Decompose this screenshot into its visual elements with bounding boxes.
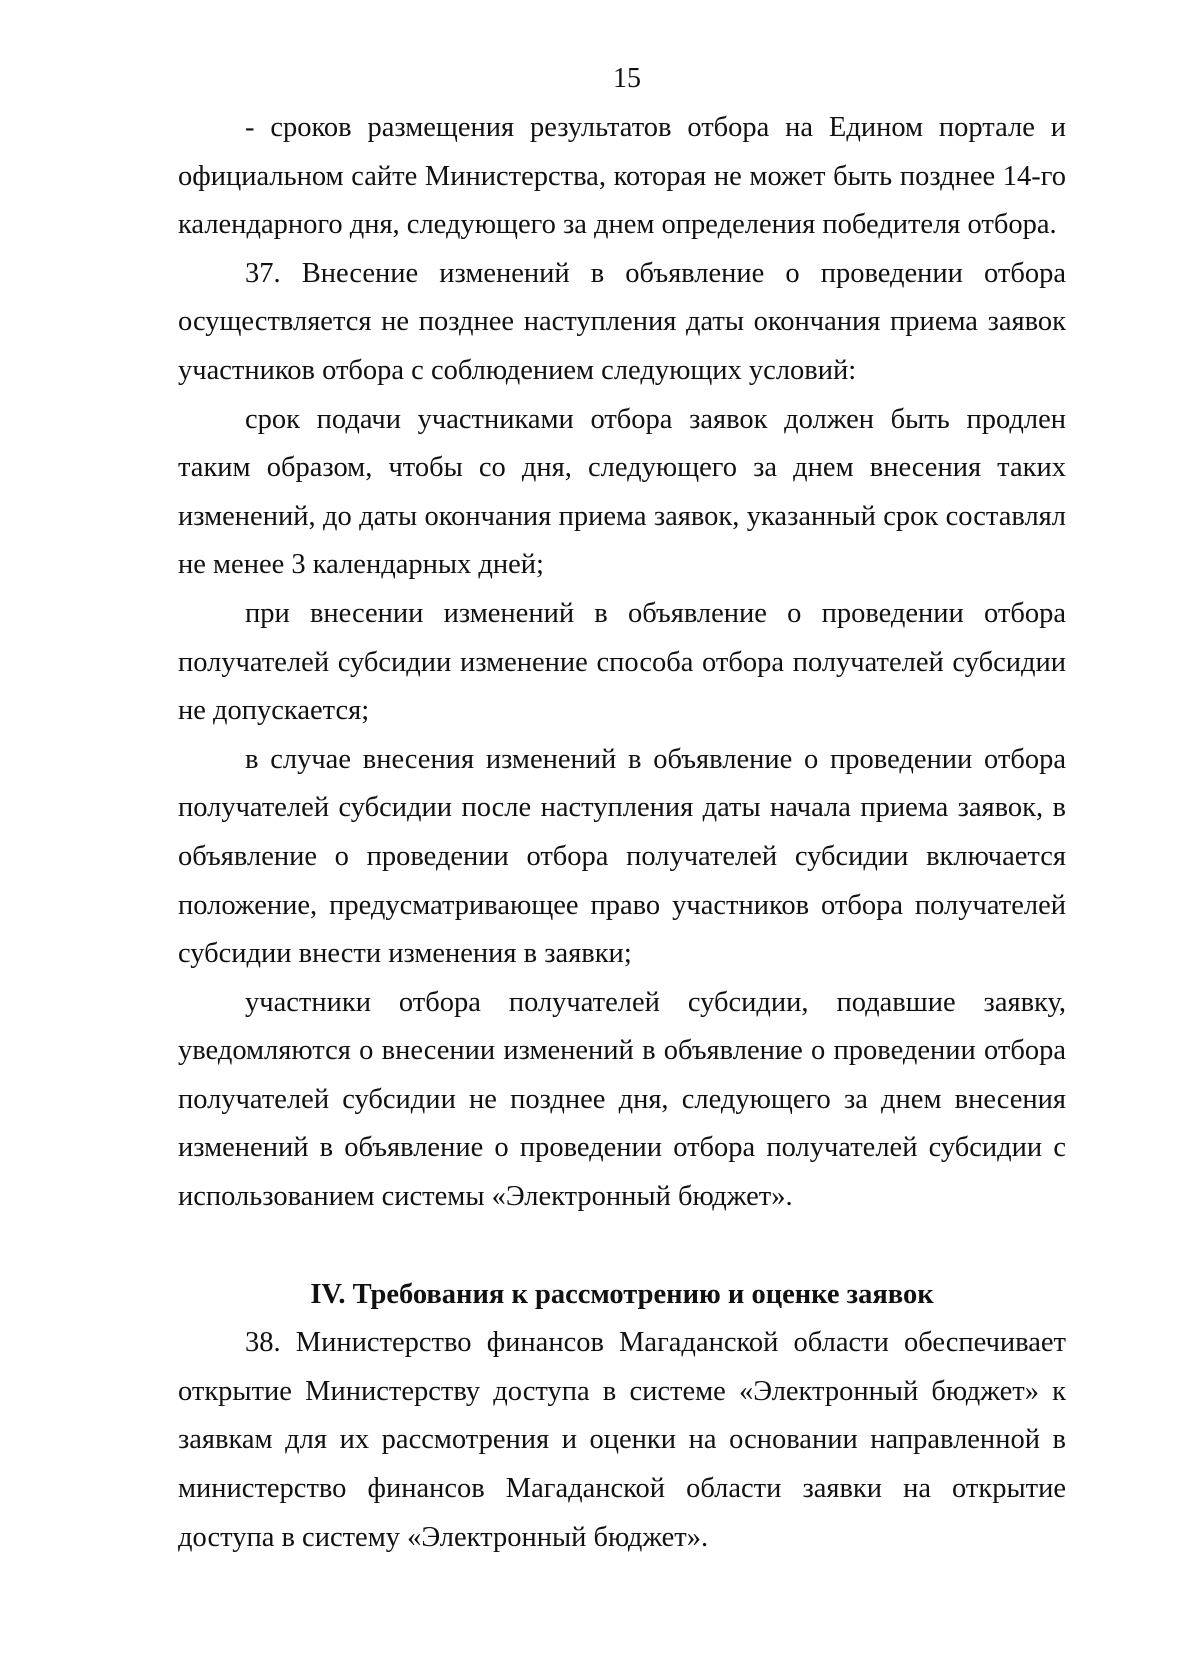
paragraph-after-start: в случае внесения изменений в объявление о проведении отбора получателей субсидии после наступления даты начала приема заявок, в объявление о проведении отбора получателей субсидии включается положение, предусматривающее право участников отбора получателей субсидии внести изменения в заявки; <box>178 743 1066 970</box>
paragraph-extension-condition: срок подачи участниками отбора заявок должен быть продлен таким образом, чтобы со дня, следующего за днем внесения таких изменений, до даты окончания приема заявок, указанный срок составлял не менее 3 календарных дней; <box>178 403 1066 581</box>
paragraph-method-change: при внесении изменений в объявление о проведении отбора получателей субсидии изменение способа отбора получателей субсидии не допускается; <box>178 597 1066 727</box>
paragraph-notification: участники отбора получателей субсидии, подавшие заявку, уведомляются о внесении изменений в объявление о проведении отбора получателей субсидии не позднее дня, следующего за днем внесения изменений в объявление о проведении отбора получателей субсидии с использованием системы «Электронный бюджет». <box>178 986 1066 1213</box>
paragraph-37: 37. Внесение изменений в объявление о проведении отбора осуществляется не позднее наступления даты окончания приема заявок участников отбора с соблюдением следующих условий: <box>178 257 1066 386</box>
section-heading: IV. Требования к рассмотрению и оценке заявок <box>310 1278 934 1310</box>
paragraph-publication-deadline: - сроков размещения результатов отбора на Едином портале и официальном сайте Министерства, которая не может быть позднее 14-го календарного дня, следующего за днем определения победителя отбора. <box>178 112 1066 241</box>
page-number: 15 <box>613 63 641 94</box>
paragraph-38: 38. Министерство финансов Магаданской области обеспечивает открытие Министерству доступа в системе «Электронный бюджет» к заявкам для их рассмотрения и оценки на основании направленной в министерство финансов Магаданской области заявки на открытие доступа в систему «Электронный бюджет». <box>178 1327 1066 1553</box>
document-body <box>178 104 1066 1562</box>
